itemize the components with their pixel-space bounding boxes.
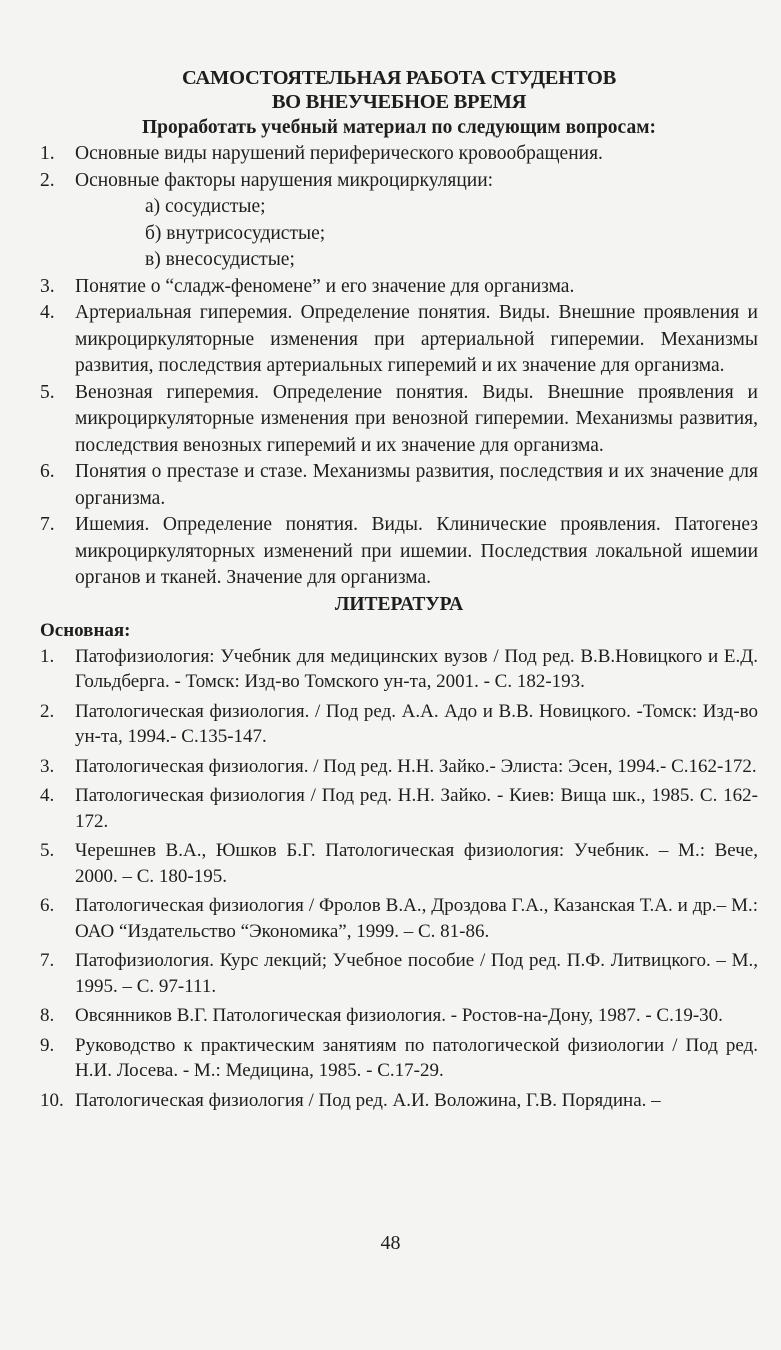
section-title-line-1: САМОСТОЯТЕЛЬНАЯ РАБОТА СТУДЕНТОВ xyxy=(182,67,616,89)
question-number: 7. xyxy=(40,514,55,535)
question-text: Основные виды нарушений периферического кровообращения. xyxy=(75,143,603,164)
reference-item xyxy=(40,948,758,999)
reference-text: Патологическая физиология. / Под ред. А.А. Адо и В.В. Новицкого. -Томск: Изд-во ун-та, 1994.- С.135-147. xyxy=(75,700,758,747)
question-subitem: б) внутрисосудистые; xyxy=(145,222,326,244)
reference-number: 9. xyxy=(40,1034,55,1056)
question-text: Артериальная гиперемия. Определение понятия. Виды. Внешние проявления и микроциркуляторные изменения при артериальной гиперемии. Механизмы развития, последствия артериальных гиперемий и их значение для организма. xyxy=(75,302,758,376)
literature-heading: ЛИТЕРАТУРА xyxy=(334,593,464,615)
reference-number: 7. xyxy=(40,950,55,971)
question-subitem: а) сосудистые; xyxy=(145,196,266,217)
question-item xyxy=(40,512,758,592)
section-title-line-2: ВО ВНЕУЧЕБНОЕ ВРЕМЯ xyxy=(271,91,527,113)
questions-list xyxy=(40,141,758,592)
reference-item xyxy=(40,893,758,944)
instructions-heading: Проработать учебный материал по следующим вопросам: xyxy=(142,117,656,138)
reference-item xyxy=(40,644,758,695)
reference-number: 5. xyxy=(40,840,55,861)
question-number: 6. xyxy=(40,461,55,482)
reference-item xyxy=(40,783,758,834)
reference-text: Патологическая физиология. / Под ред. Н.Н. Зайко.- Элиста: Эсен, 1994.- С.162-172. xyxy=(75,755,757,777)
question-item xyxy=(40,168,758,274)
reference-item xyxy=(40,838,758,889)
question-text: Основные факторы нарушения микроциркуляции: xyxy=(75,169,494,191)
question-number: 3. xyxy=(40,275,55,297)
question-item xyxy=(40,141,758,168)
question-number: 4. xyxy=(40,302,55,323)
reference-text: Черешнев В.А., Юшков Б.Г. Патологическая физиология: Учебник. – М.: Вече, 2000. – С. 180-195. xyxy=(75,840,758,887)
question-text: Ишемия. Определение понятия. Виды. Клинические проявления. Патогенез микроциркуляторных изменений при ишемии. Последствия локальной ишемии органов и тканей. Значение для организма. xyxy=(75,514,758,588)
reference-item xyxy=(40,1088,758,1114)
reference-number: 10. xyxy=(40,1089,64,1111)
page-content xyxy=(40,66,758,1117)
reference-number: 8. xyxy=(40,1005,55,1026)
question-item xyxy=(40,274,758,301)
page-number: 48 xyxy=(380,1232,401,1254)
question-item xyxy=(40,459,758,512)
reference-text: Патологическая физиология / Фролов В.А., Дроздова Г.А., Казанская Т.А. и др.– М.: ОАО “Издательство “Экономика”, 1999. – С. 81-86. xyxy=(75,895,758,942)
question-item xyxy=(40,380,758,460)
reference-text: Патофизиология. Курс лекций; Учебное пособие / Под ред. П.Ф. Литвицкого. – М., 1995. – С. 97-111. xyxy=(75,950,758,997)
question-text: Понятие о “сладж-феномене” и его значение для организма. xyxy=(75,275,575,297)
question-subitems xyxy=(75,194,758,274)
literature-subheading: Основная: xyxy=(40,619,131,641)
reference-item xyxy=(40,754,758,780)
question-text: Венозная гиперемия. Определение понятия. Виды. Внешние проявления и микроциркуляторные изменения при венозной гиперемии. Механизмы развития, последствия венозных гиперемий и их значение для организма. xyxy=(75,381,758,456)
reference-text: Патологическая физиология / Под ред. Н.Н. Зайко. - Киев: Вища шк., 1985. С. 162-172. xyxy=(75,785,758,832)
reference-number: 6. xyxy=(40,895,55,916)
question-number: 1. xyxy=(40,143,55,164)
reference-item xyxy=(40,1003,758,1029)
references-list xyxy=(40,644,758,1114)
reference-number: 3. xyxy=(40,755,55,777)
reference-text: Руководство к практическим занятиям по патологической физиологии / Под ред. Н.И. Лосева. - М.: Медицина, 1985. - С.17-29. xyxy=(75,1034,758,1081)
reference-number: 1. xyxy=(40,645,55,667)
reference-number: 4. xyxy=(40,785,55,806)
question-item xyxy=(40,300,758,380)
reference-text: Овсянников В.Г. Патологическая физиология. - Ростов-на-Дону, 1987. - С.19-30. xyxy=(75,1005,723,1026)
reference-text: Патологическая физиология / Под ред. А.И. Воложина, Г.В. Порядина. – xyxy=(75,1089,661,1111)
reference-text: Патофизиология: Учебник для медицинских вузов / Под ред. В.В.Новицкого и Е.Д. Гольдберга. - Томск: Изд-во Томского ун-та, 2001. - С. 182-193. xyxy=(75,645,758,692)
question-number: 2. xyxy=(40,169,55,191)
reference-item xyxy=(40,699,758,750)
reference-number: 2. xyxy=(40,700,55,722)
question-text: Понятия о престазе и стазе. Механизмы развития, последствия и их значение для организма. xyxy=(75,461,758,509)
reference-item xyxy=(40,1033,758,1084)
question-subitem: в) внесосудистые; xyxy=(145,249,295,270)
question-number: 5. xyxy=(40,381,55,403)
